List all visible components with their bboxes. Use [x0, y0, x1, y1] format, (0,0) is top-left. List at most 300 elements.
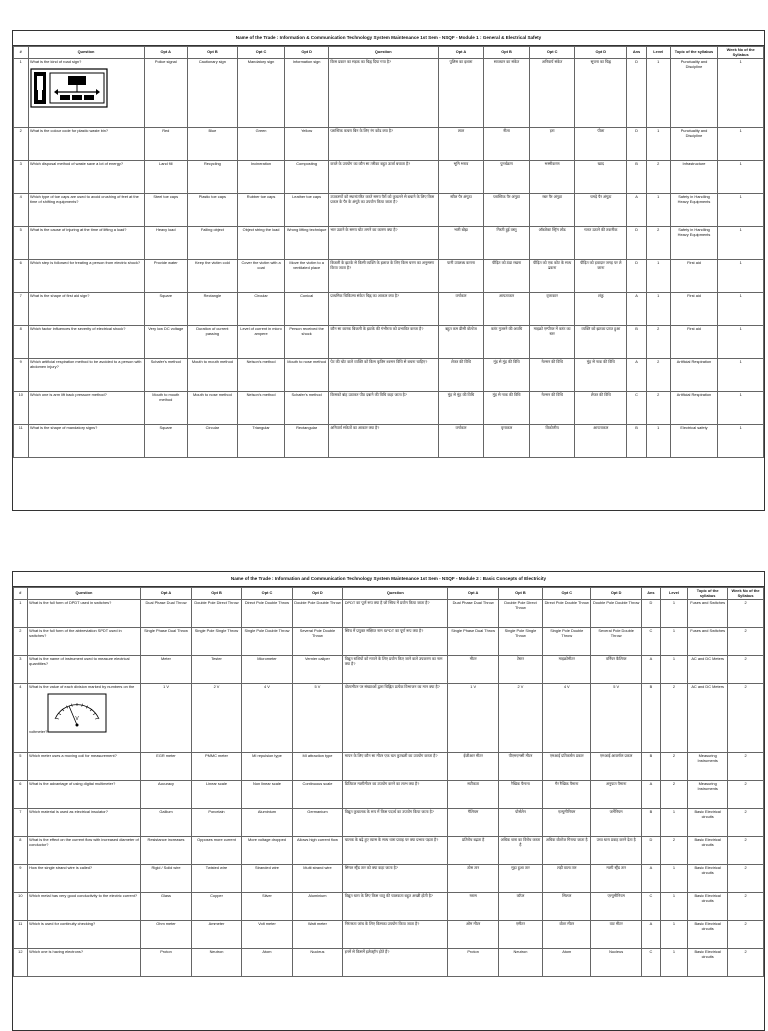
question-text-hindi	[328, 293, 438, 326]
level	[660, 628, 687, 656]
opt-d-hindi	[575, 359, 627, 392]
opt-b-hindi-text: प्लास्टिक पैर अंगूठा	[493, 194, 520, 200]
question-text-hindi	[343, 753, 448, 781]
opt-a-hindi	[438, 326, 484, 359]
opt-b-hindi	[498, 809, 542, 837]
opt-b-hindi-text: Double Pole Direct Throw	[504, 600, 537, 610]
question-text-text: What is the full form of DPDT used in switches?	[29, 600, 112, 606]
topic-text: Artificial Respiration	[676, 359, 712, 365]
topic	[688, 684, 728, 753]
level-text: 2	[657, 161, 660, 167]
opt-c-hindi-text: एमआई प्रतिकर्षण प्रकार	[549, 753, 584, 759]
question-text-text: Which material is used as electrical insulator?	[29, 809, 108, 815]
level	[646, 194, 670, 227]
opt-b-text: PMMC meter	[205, 753, 228, 759]
opt-d-text: Move the victim to a ventilated place	[289, 260, 324, 270]
opt-b-hindi	[498, 684, 542, 753]
opt-b-hindi	[498, 628, 542, 656]
question-number-text: 6	[19, 260, 22, 266]
opt-b-hindi	[498, 893, 542, 921]
topic	[688, 628, 728, 656]
level-text: 2	[672, 753, 676, 759]
opt-d	[292, 893, 342, 921]
opt-b-text: Falling object	[200, 227, 224, 233]
topic	[688, 949, 728, 977]
level	[646, 227, 670, 260]
opt-c-hindi	[529, 425, 575, 458]
question-number-text: 12	[18, 949, 23, 955]
level	[646, 359, 670, 392]
week-no	[718, 227, 764, 260]
opt-d-hindi-text: एल्युमीनियम	[607, 893, 625, 899]
question-number	[14, 600, 28, 628]
opt-a-hindi	[448, 628, 498, 656]
opt-d-hindi-text: पीला	[597, 128, 605, 134]
opt-c-hindi-text: त्रिकोणीय	[545, 425, 559, 431]
col-opt-c: Opt C	[242, 588, 292, 600]
week-no-text: 1	[739, 326, 742, 332]
answer-text: C	[649, 893, 653, 899]
opt-a-hindi	[448, 893, 498, 921]
opt-d-hindi-text: अनुपात पैमाना	[605, 781, 627, 787]
opt-d	[285, 194, 329, 227]
opt-b-hindi	[498, 600, 542, 628]
topic-text: Fuses and Switches	[690, 600, 726, 606]
question-text-hindi-text: बिजली के झटके से किसी व्यक्ति के इलाज के लिए किस चरण का अनुसरण किया जाता है?	[330, 260, 435, 270]
opt-c	[242, 781, 292, 809]
opt-c-hindi	[543, 628, 591, 656]
opt-c	[237, 425, 285, 458]
opt-a-hindi-text: भूमि भराव	[453, 161, 469, 167]
opt-b-text: Mouth to nose method	[193, 392, 232, 398]
week-no	[728, 865, 764, 893]
opt-b-hindi-text: पोर्सलेन	[515, 809, 526, 815]
topic-text: Fuses and Switches	[690, 628, 726, 634]
opt-a-hindi-text: सटीकता	[467, 781, 480, 787]
week-no-text: 2	[744, 837, 747, 843]
level	[646, 326, 670, 359]
week-no	[728, 600, 764, 628]
opt-b	[188, 293, 238, 326]
opt-a-hindi-text: प्रतिरोध बढ़ता है	[461, 837, 485, 843]
answer-text: D	[649, 600, 653, 606]
question-number	[14, 809, 28, 837]
opt-d-text: Vernier caliper	[305, 656, 330, 662]
col-opt-d-hindi: Opt D	[591, 588, 641, 600]
level-text: 1	[657, 128, 660, 134]
question-text-hindi-text: कौन सा कारक बिजली के झटके की गंभीरता को प्रभावित करता है?	[330, 326, 424, 332]
opt-b-hindi-text: एमीटर	[515, 921, 525, 927]
question-number-text: 9	[19, 865, 22, 871]
table-row	[14, 359, 764, 392]
answer-text: A	[635, 194, 638, 200]
question-text-hindi	[328, 128, 438, 161]
opt-c-hindi-text: हरा	[549, 128, 555, 134]
week-no-text: 1	[739, 260, 742, 266]
question-text-text: What is the cause of injuring at the time of lifting a load?	[30, 227, 127, 233]
opt-b	[191, 921, 241, 949]
topic	[688, 753, 728, 781]
table-row	[14, 865, 764, 893]
col-opt-c-hindi: Opt C	[543, 588, 591, 600]
voltmeter-figure-icon	[47, 693, 107, 733]
opt-a-text: Heavy load	[156, 227, 176, 233]
opt-d-text: Rectangular	[296, 425, 318, 431]
opt-c-hindi	[543, 809, 591, 837]
col-question-hindi: Question	[328, 47, 438, 59]
level	[660, 949, 687, 977]
level	[660, 865, 687, 893]
week-no-text: 2	[744, 949, 747, 955]
question-text-text: What is the colour code for plastic waste bin?	[30, 128, 109, 134]
col-opt-a: Opt A	[141, 588, 191, 600]
opt-c-text: Mandatory sign	[247, 59, 275, 65]
opt-d	[292, 921, 342, 949]
opt-d-text: Multi strand wire	[303, 865, 332, 871]
question-text-text: Which one is arm lift back pressure method?	[30, 392, 107, 398]
table-row	[14, 809, 764, 837]
question-text-hindi	[343, 865, 448, 893]
sheet-title: Name of the Trade : Information and Communication Technology System Maintenance 1st Sem - NSQF - Module 2 : Basic Concepts of Electricity	[13, 572, 764, 587]
opt-a-hindi-text: बहुत कम डीसी वोल्टेज	[445, 326, 477, 332]
opt-b-text: Copper	[210, 893, 223, 899]
level-text: 1	[657, 260, 660, 266]
week-no	[728, 753, 764, 781]
question-text	[28, 161, 144, 194]
table-row	[14, 684, 764, 753]
question-number-text: 7	[19, 809, 22, 815]
opt-c-hindi	[543, 684, 591, 753]
question-text-hindi	[343, 921, 448, 949]
topic-text: First aid	[687, 326, 701, 332]
question-text-hindi-text: विद्युत कुचालक के रूप में किस पदार्थ का उपयोग किया जाता है?	[344, 809, 434, 815]
opt-d-text: Continuous scale	[302, 781, 333, 787]
opt-a-text: Square	[159, 293, 173, 299]
opt-b-text: Mouth to mouth method	[191, 359, 233, 365]
question-text-hindi	[328, 260, 438, 293]
topic	[670, 326, 718, 359]
opt-a-hindi-text: लाल	[457, 128, 465, 134]
question-number-text: 9	[19, 359, 22, 365]
answer	[641, 921, 660, 949]
opt-b-text: Tester	[211, 656, 222, 662]
opt-c-hindi-text: वृत्ताकार	[546, 293, 558, 299]
topic-text: Measuring Instruments	[697, 753, 718, 763]
level-text: 1	[672, 656, 676, 662]
level-text: 1	[672, 865, 676, 871]
topic	[688, 809, 728, 837]
opt-c-hindi	[529, 161, 575, 194]
question-text-hindi	[343, 781, 448, 809]
opt-c	[237, 326, 285, 359]
opt-c-hindi-text: वोल्ट मीटर	[559, 921, 575, 927]
voltmeter-unit-label: V	[75, 715, 80, 722]
opt-b-hindi	[484, 293, 530, 326]
col-number: #	[14, 47, 29, 59]
question-number-text: 2	[19, 628, 22, 634]
opt-d-hindi-text: सूचना का चिह्न	[590, 59, 611, 65]
opt-a	[144, 425, 188, 458]
opt-c-hindi	[543, 837, 591, 865]
opt-a	[141, 684, 191, 753]
answer-text: D	[635, 59, 638, 65]
col-opt-b-hindi: Opt B	[498, 588, 542, 600]
opt-a	[144, 392, 188, 425]
week-no-text: 1	[739, 128, 742, 134]
level-text: 2	[657, 359, 660, 365]
opt-d	[285, 161, 329, 194]
question-text-hindi-text: निरंतरता जांच के लिए किसका उपयोग किया जाता है?	[344, 921, 420, 927]
opt-d-hindi-text: शेफर की विधि	[590, 392, 611, 398]
opt-b-hindi	[498, 921, 542, 949]
level-text: 1	[672, 628, 676, 634]
opt-d-hindi-text: शंकु	[597, 293, 604, 299]
sheet-title: Name of the Trade : Information & Communication Technology System Maintenance 1st Sem - NSQF - Module 1 : General & Electrical Safety	[13, 31, 764, 46]
opt-a-hindi	[448, 949, 498, 977]
table-row	[14, 293, 764, 326]
week-no-text: 2	[744, 865, 747, 871]
question-number	[14, 753, 28, 781]
topic-text: Basic Electrical circuits	[694, 949, 721, 959]
table-row	[14, 656, 764, 684]
question-text-hindi-text: डिजिटल मल्टीमीटर का उपयोग करने का लाभ क्या है?	[344, 781, 420, 787]
topic-text: Basic Electrical circuits	[694, 865, 721, 875]
opt-c-text: Rubber toe caps	[246, 194, 276, 200]
opt-b	[188, 128, 238, 161]
opt-a-text: Rigid / Solid wire	[151, 865, 181, 871]
opt-b-hindi	[484, 161, 530, 194]
week-no-text: 1	[739, 425, 742, 431]
opt-b-hindi	[498, 865, 542, 893]
opt-d-text: Mouth to nose method	[287, 359, 326, 365]
opt-d-text: Information sign	[292, 59, 321, 65]
col-level: Level	[646, 47, 670, 59]
week-no	[728, 628, 764, 656]
topic-text: AC and DC Meters	[691, 684, 724, 690]
opt-b	[191, 893, 241, 921]
question-text	[28, 128, 144, 161]
opt-a	[141, 753, 191, 781]
opt-d	[285, 392, 329, 425]
header-row	[14, 588, 764, 600]
opt-d-text: Aluminium	[308, 893, 327, 899]
table-row	[14, 59, 764, 128]
opt-d-hindi	[575, 128, 627, 161]
opt-b-hindi-text: 2 V	[517, 684, 524, 690]
question-text-text: Which type of toe caps are used to avoid crushing of feet at the time of shifting equipments?	[30, 194, 139, 204]
opt-c	[237, 161, 285, 194]
opt-b-text: Single Pole Single Throw	[194, 628, 239, 634]
opt-d-text: MI attraction type	[302, 753, 333, 759]
table-row	[14, 600, 764, 628]
opt-b-hindi	[498, 949, 542, 977]
question-number-text: 11	[18, 425, 23, 431]
opt-a-text: Accuracy	[158, 781, 174, 787]
topic-text: AC and DC Meters	[691, 656, 724, 662]
table-row	[14, 227, 764, 260]
answer	[641, 949, 660, 977]
opt-a-hindi-text: ईजीआर मीटर	[463, 753, 483, 759]
opt-c-hindi-text: एल्युमीनियम	[558, 809, 576, 815]
opt-b-hindi-text: मुंह से नाक की विधि	[492, 392, 521, 398]
opt-c	[242, 949, 292, 977]
topic	[688, 600, 728, 628]
opt-d-hindi	[575, 392, 627, 425]
opt-b-text: Keep the victim cold	[194, 260, 230, 266]
opt-b-hindi	[484, 425, 530, 458]
opt-c-hindi	[543, 781, 591, 809]
opt-b-hindi-text: पुनर्चक्रण	[500, 161, 513, 167]
opt-c-text: 4 V	[264, 684, 270, 690]
week-no	[728, 809, 764, 837]
opt-c-text: Volt meter	[258, 921, 276, 927]
question-number-text: 8	[19, 326, 22, 332]
opt-a-text: Red	[162, 128, 170, 134]
level	[660, 921, 687, 949]
level-text: 2	[672, 837, 676, 843]
question-text	[27, 837, 141, 865]
opt-c-text: Nelson's method	[246, 392, 276, 398]
opt-a-hindi-text: ठोस तार	[467, 865, 480, 871]
question-number	[14, 921, 28, 949]
opt-b	[188, 326, 238, 359]
opt-c-hindi-text: Single Pole Double Throw	[550, 628, 584, 638]
level-text: 2	[657, 392, 660, 398]
question-number-text: 4	[19, 194, 22, 200]
opt-b-hindi-text: वृत्ताकार	[500, 425, 513, 431]
question-text-hindi	[328, 359, 438, 392]
opt-a-hindi	[438, 359, 484, 392]
opt-b-text: Double Pole Direct Throw	[194, 600, 239, 606]
question-text	[27, 949, 141, 977]
col-answer: Ans	[641, 588, 660, 600]
topic-text: Infrastructure	[682, 161, 706, 167]
opt-c	[242, 628, 292, 656]
opt-a-hindi-text: Dual Phase Dual Throw	[452, 600, 494, 606]
opt-b-hindi-text: नीला	[503, 128, 510, 134]
opt-c	[237, 227, 285, 260]
level	[660, 893, 687, 921]
opt-c-text: MI repulsion type	[252, 753, 282, 759]
week-no	[718, 359, 764, 392]
opt-d	[292, 600, 342, 628]
question-text-text: Which factor influences the severity of electrical shock?	[30, 326, 126, 332]
opt-a	[141, 865, 191, 893]
col-question-hindi: Question	[343, 588, 448, 600]
opt-a-text: Dual Phase Dual Throw	[145, 600, 187, 606]
topic	[670, 293, 718, 326]
opt-d	[292, 753, 342, 781]
opt-d-text: Wrong lifting technique	[286, 227, 327, 233]
opt-a	[141, 600, 191, 628]
opt-a-hindi	[448, 837, 498, 865]
topic	[670, 128, 718, 161]
level	[646, 260, 670, 293]
opt-c-hindi-text: 4 V	[563, 684, 570, 690]
topic	[670, 194, 718, 227]
question-text	[27, 893, 141, 921]
opt-b	[188, 227, 238, 260]
opt-b-hindi-text: रैखिक पैमाना	[511, 781, 530, 787]
level	[646, 392, 670, 425]
opt-c-text: Green	[255, 128, 267, 134]
question-text-hindi	[343, 893, 448, 921]
answer	[641, 837, 660, 865]
topic-text: Basic Electrical circuits	[694, 837, 721, 847]
table-row	[14, 425, 764, 458]
opt-b-hindi	[498, 837, 542, 865]
question-text-hindi-text: किसको बांह उठाकर पीठ दबाने की विधि कहा जाता है?	[330, 392, 407, 398]
opt-c-hindi-text: भस्मीकरण	[544, 161, 560, 167]
opt-b-hindi-text: Single Pole Single Throw	[504, 628, 537, 638]
opt-d	[285, 326, 329, 359]
opt-c	[242, 809, 292, 837]
answer	[641, 656, 660, 684]
opt-a-hindi	[448, 600, 498, 628]
question-number	[14, 837, 28, 865]
week-no-text: 1	[739, 227, 742, 233]
question-number-text: 5	[19, 227, 22, 233]
answer	[641, 893, 660, 921]
opt-a-hindi-text: वर्गाकार	[455, 425, 467, 431]
week-no-text: 1	[739, 59, 742, 65]
road-sign-figure-icon	[30, 68, 108, 108]
opt-a	[144, 161, 188, 194]
topic	[688, 837, 728, 865]
answer-text: D	[649, 837, 653, 843]
question-number	[14, 893, 28, 921]
opt-c	[242, 837, 292, 865]
table-row	[14, 781, 764, 809]
opt-d-hindi	[591, 837, 641, 865]
level	[660, 809, 687, 837]
level-text: 1	[672, 949, 676, 955]
opt-a-text: Provide water	[153, 260, 178, 266]
level	[646, 161, 670, 194]
opt-d-hindi-text: आयताकार	[593, 425, 609, 431]
opt-d-hindi	[591, 684, 641, 753]
opt-c-hindi-text: पीड़ित को एक कोट के साथ ढकना	[533, 260, 572, 270]
opt-d-text: Nucleus	[310, 949, 325, 955]
opt-a-text: Meter	[161, 656, 171, 662]
opt-c-hindi-text: अनिवार्य संकेत	[541, 59, 563, 65]
opt-d	[285, 128, 329, 161]
opt-d	[285, 227, 329, 260]
question-table	[13, 587, 764, 977]
opt-a-hindi-text: शेफर की विधि	[450, 359, 471, 365]
question-number	[14, 656, 28, 684]
opt-a-text: EGR meter	[156, 753, 176, 759]
question-number	[14, 781, 28, 809]
answer-text: C	[649, 628, 653, 634]
question-number	[14, 359, 29, 392]
question-text	[28, 260, 144, 293]
opt-c-hindi-text: माइक्रोमीटर	[558, 656, 575, 662]
question-number	[14, 227, 29, 260]
answer	[627, 293, 647, 326]
question-text-hindi	[343, 600, 448, 628]
opt-c-hindi-text: नेल्सन की विधि	[541, 359, 563, 365]
table-row	[14, 326, 764, 359]
opt-a-hindi-text: मुंह से मुंह की विधि	[447, 392, 475, 398]
opt-d-hindi	[591, 921, 641, 949]
answer	[641, 684, 660, 753]
question-text-hindi-text: इनमें से किसमें इलेक्ट्रॉन होते हैं?	[344, 949, 390, 955]
topic-text: Basic Electrical circuits	[694, 809, 721, 819]
week-no-text: 1	[739, 392, 742, 398]
opt-c	[242, 684, 292, 753]
question-text	[28, 392, 144, 425]
